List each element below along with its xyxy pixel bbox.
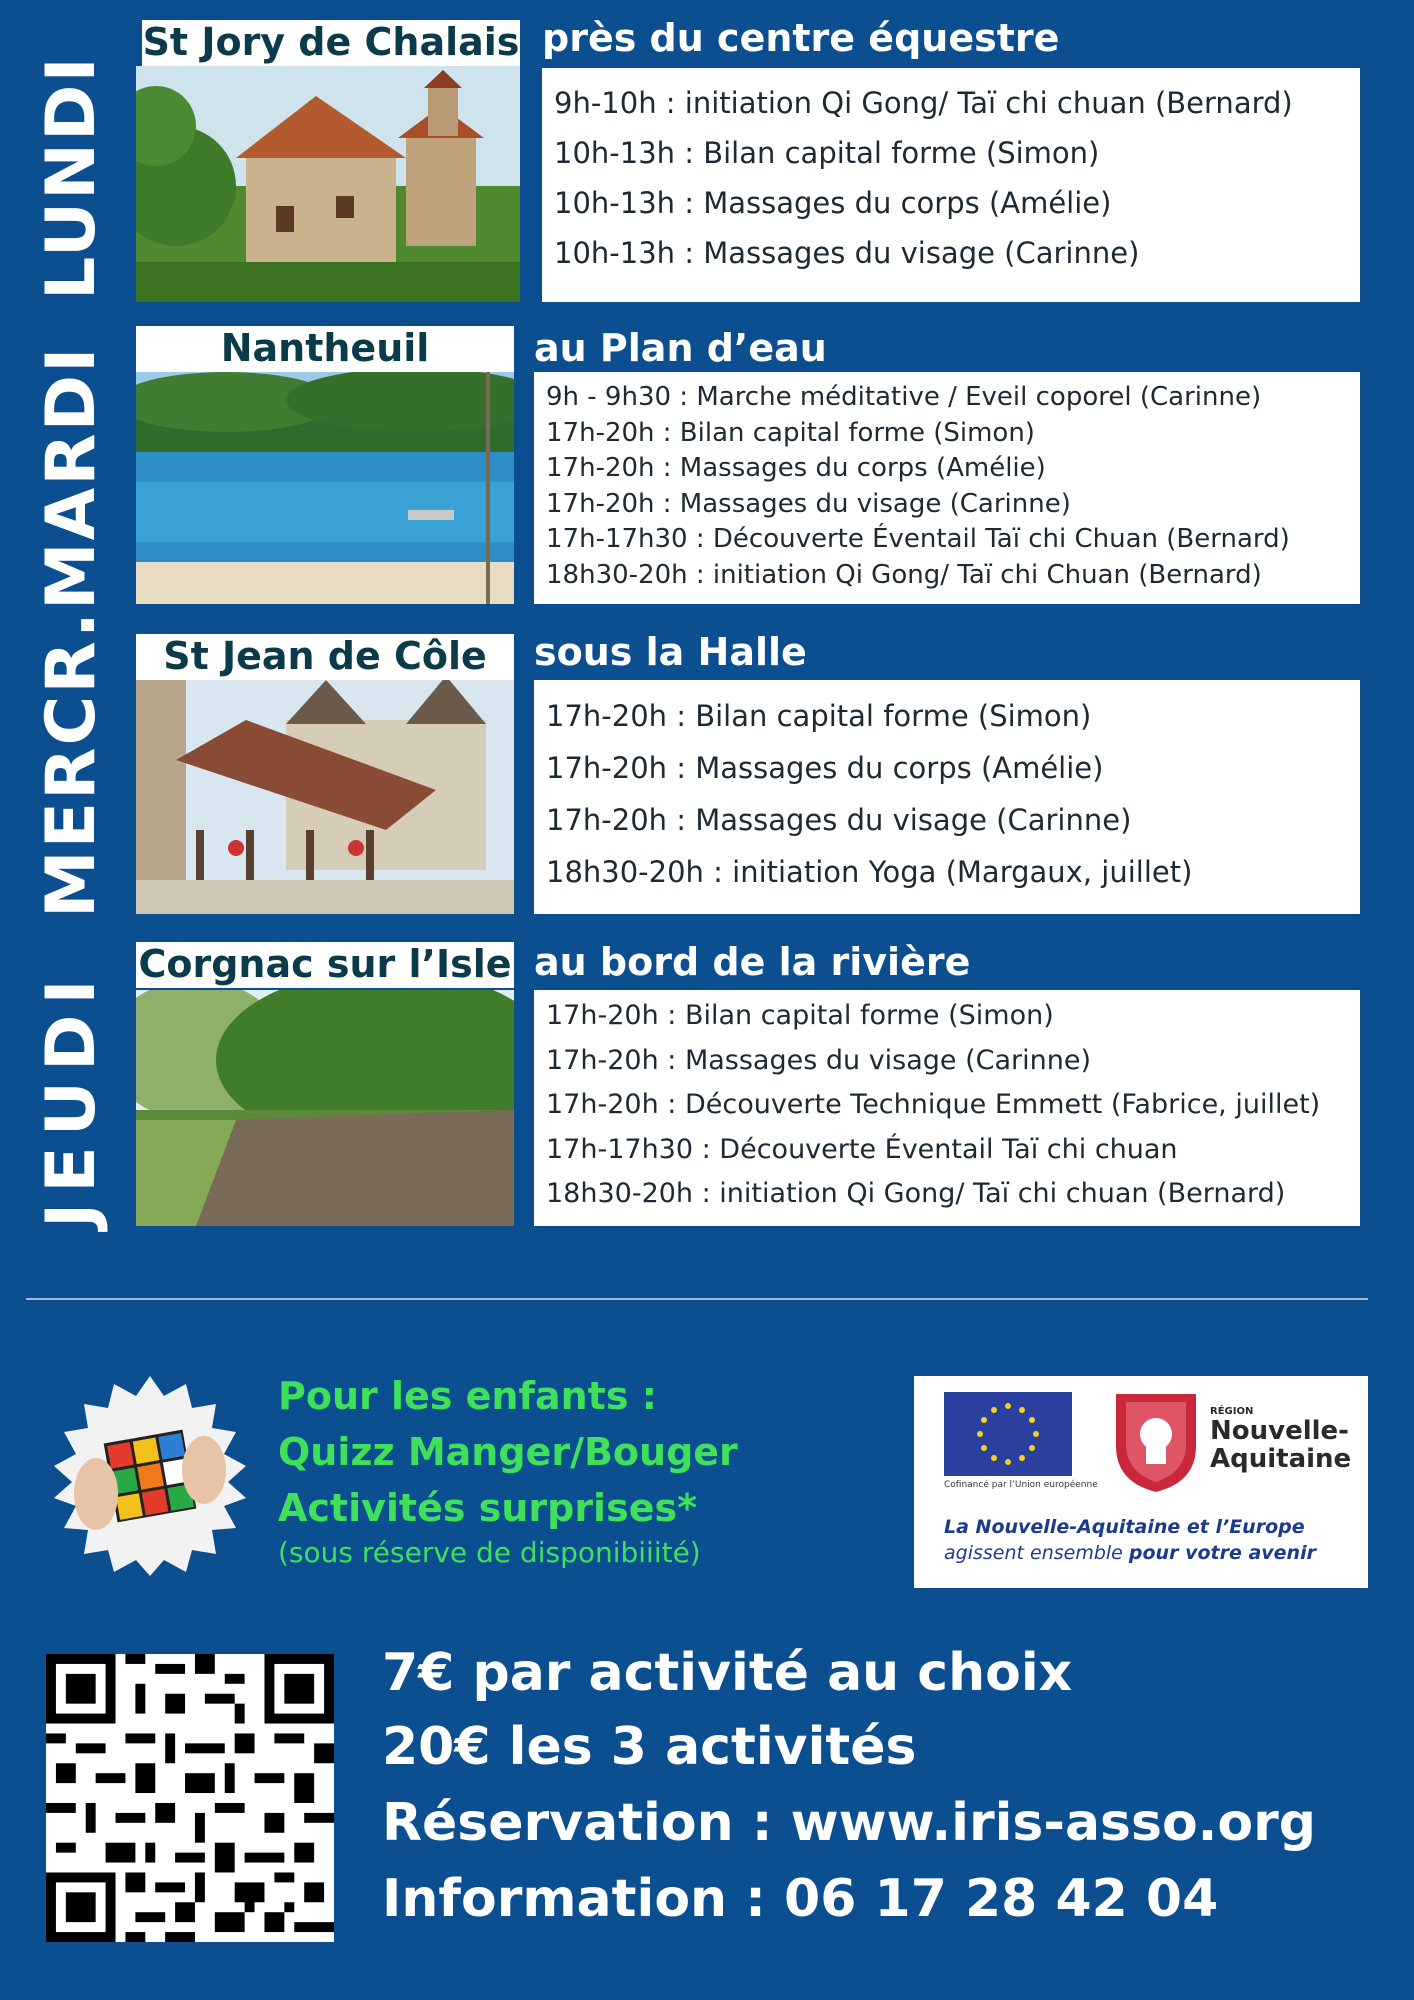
village-photo [136, 66, 520, 302]
lake-photo [136, 372, 514, 604]
schedule-line: 17h-20h : Bilan capital forme (Simon) [546, 1000, 1054, 1031]
kids-heading: Pour les enfants : [278, 1374, 657, 1418]
schedule-line: 9h-10h : initiation Qi Gong/ Taï chi chuan (Bernard) [554, 86, 1293, 120]
region-name-2: Aquitaine [1210, 1444, 1352, 1474]
tagline-2-bold: pour votre avenir [1128, 1542, 1316, 1564]
schedule-line: 17h-20h : Massages du visage (Carinne) [546, 488, 1071, 519]
sponsor-logos [914, 1376, 1368, 1588]
day-label-tuesday: MARDI [32, 345, 111, 610]
price-bundle: 20€ les 3 activités [382, 1717, 917, 1777]
schedule-box-wednesday [534, 680, 1360, 914]
schedule-line: 18h30-20h : initiation Qi Gong/ Taï chi Chuan (Bernard) [546, 559, 1262, 590]
information-phone[interactable]: Information : 06 17 28 42 04 [382, 1869, 1219, 1929]
schedule-line: 17h-20h : Bilan capital forme (Simon) [546, 699, 1092, 733]
schedule-line: 17h-20h : Massages du corps (Amélie) [546, 453, 1046, 483]
schedule-line: 17h-20h : Massages du visage (Carinne) [546, 803, 1132, 837]
location-heading-thursday: au bord de la rivière [534, 940, 971, 984]
place-label-tuesday: Nantheuil [136, 326, 514, 372]
location-heading-tuesday: au Plan d’eau [534, 326, 827, 370]
rubiks-cube-photo [48, 1374, 252, 1578]
place-label-monday: St Jory de Chalais [142, 20, 520, 64]
schedule-line: 17h-20h : Bilan capital forme (Simon) [546, 417, 1035, 448]
location-heading-wednesday: sous la Halle [534, 630, 807, 674]
kids-activities-line: Activités surprises* [278, 1486, 697, 1530]
eu-flag-icon [944, 1392, 1072, 1476]
schedule-line: 18h30-20h : initiation Yoga (Margaux, juillet) [546, 855, 1193, 889]
schedule-line: 17h-20h : Massages du visage (Carinne) [546, 1044, 1092, 1076]
schedule-line: 10h-13h : Massages du visage (Carinne) [554, 236, 1140, 270]
region-name-1: Nouvelle- [1210, 1416, 1349, 1446]
tagline-2-regular: agissent ensemble [944, 1542, 1129, 1564]
tagline-1: La Nouvelle-Aquitaine et l’Europe [944, 1516, 1305, 1538]
day-label-wednesday: MERCR. [32, 610, 111, 918]
schedule-line: 17h-20h : Massages du corps (Amélie) [546, 751, 1104, 785]
reservation-link[interactable]: Réservation : www.iris-asso.org [382, 1793, 1317, 1853]
schedule-line: 10h-13h : Massages du corps (Amélie) [554, 186, 1112, 220]
kids-quiz-line: Quizz Manger/Bouger [278, 1430, 738, 1474]
kids-note: (sous réserve de disponibiiité) [278, 1536, 701, 1569]
schedule-box-tuesday [534, 372, 1360, 604]
schedule-line: 18h30-20h : initiation Qi Gong/ Taï chi chuan (Bernard) [546, 1178, 1286, 1209]
location-heading-monday: près du centre équestre [542, 16, 1060, 60]
tagline-2 [944, 1542, 1316, 1564]
price-single: 7€ par activité au choix [382, 1643, 1073, 1703]
qr-code[interactable] [46, 1654, 334, 1942]
schedule-line: 17h-20h : Découverte Technique Emmett (Fabrice, juillet) [546, 1089, 1321, 1120]
market-hall-photo [136, 680, 514, 914]
schedule-line: 17h-17h30 : Découverte Éventail Taï chi Chuan (Bernard) [546, 524, 1290, 554]
schedule-line: 17h-17h30 : Découverte Éventail Taï chi chuan [546, 1133, 1178, 1165]
region-lion-icon [1112, 1390, 1200, 1494]
place-label-thursday: Corgnac sur l’Isle [136, 942, 514, 988]
day-label-monday: LUNDI [32, 55, 111, 300]
eu-caption: Cofinancé par l’Union européenne [944, 1480, 1098, 1490]
region-small-label: RÉGION [1210, 1406, 1254, 1417]
section-divider [26, 1298, 1368, 1300]
schedule-line: 10h-13h : Bilan capital forme (Simon) [554, 136, 1100, 170]
river-photo [136, 990, 514, 1226]
schedule-box-monday [542, 68, 1360, 302]
schedule-box-thursday [534, 990, 1360, 1226]
day-label-thursday: JEUDI [32, 969, 111, 1228]
place-label-wednesday: St Jean de Côle [136, 634, 514, 680]
schedule-line: 9h - 9h30 : Marche méditative / Eveil coporel (Carinne) [546, 382, 1262, 412]
